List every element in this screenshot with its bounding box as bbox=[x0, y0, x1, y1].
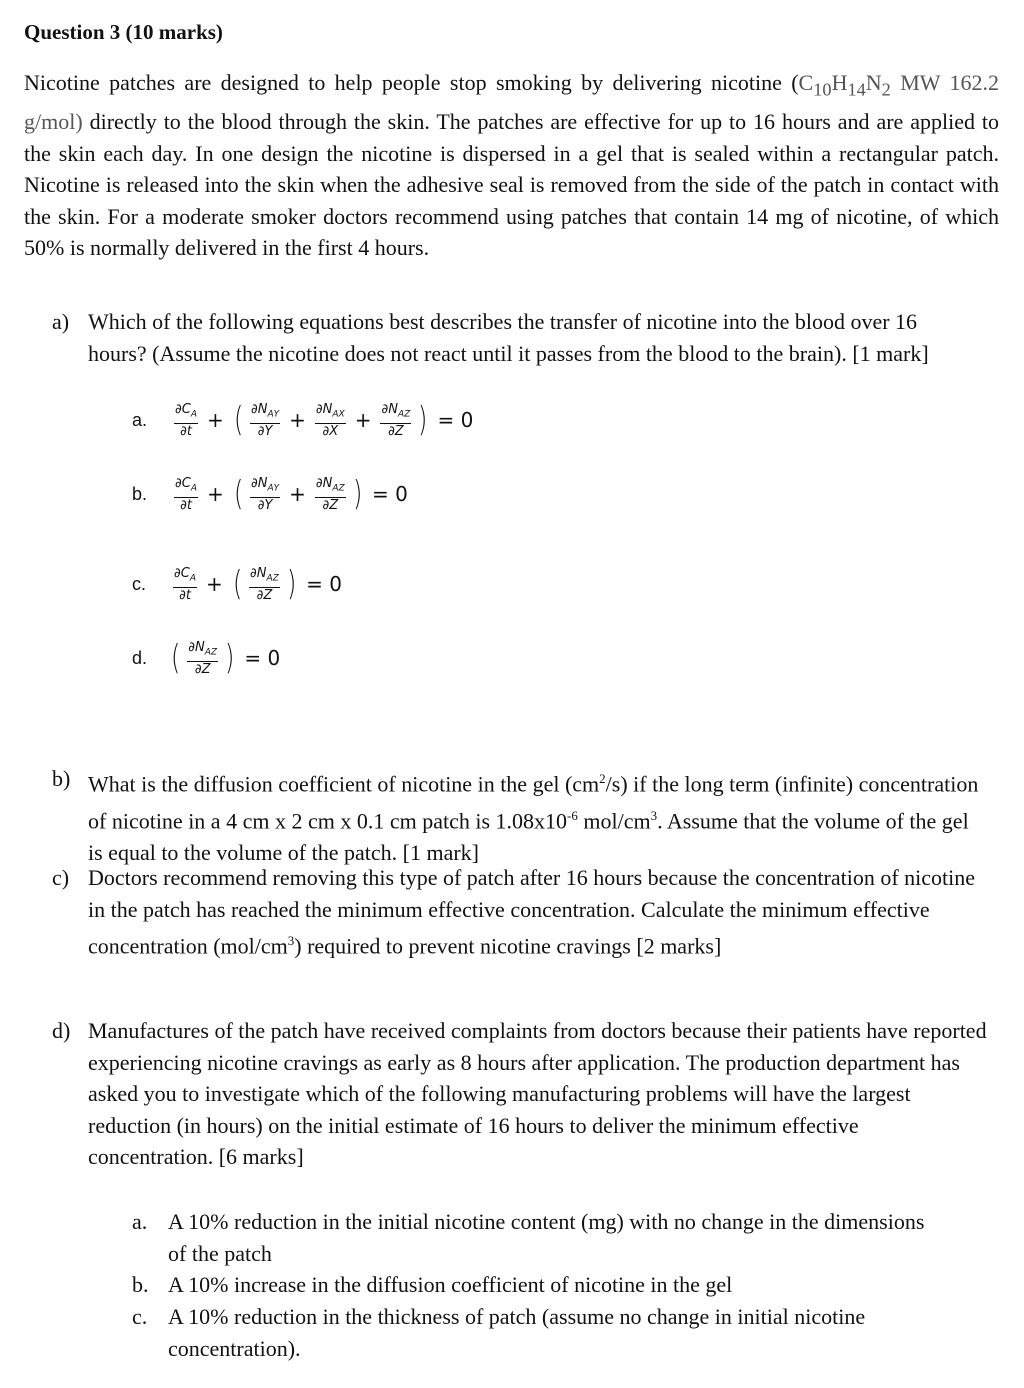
part-d-option-b-text: A 10% increase in the diffusion coefficient of nicotine in the gel bbox=[168, 1272, 733, 1297]
equation-option-d: d. ( $\frac{\partial N_{AZ}}{\partial Z}$ ) = 0 bbox=[132, 638, 281, 679]
part-a bbox=[52, 306, 982, 406]
intro-text-1: Nicotine patches are designed to help people stop smoking by delivering nicotine ( bbox=[24, 70, 799, 95]
list-item bbox=[132, 1206, 952, 1269]
option-a-label: a. bbox=[132, 409, 148, 430]
part-b bbox=[52, 763, 992, 863]
equation-option-c: c. $\frac{\partial C_A}{\partial t}$ + ( $\frac{\partial N_{AZ}}{\partial Z}$ ) = 0 bbox=[132, 564, 342, 605]
part-d-label: d) bbox=[52, 1018, 71, 1043]
part-c-text: Doctors recommend removing this type of patch after 16 hours because the concentration of nicotine in the patch has reached the minimum effective concentration. Calculate the minimum effective concentration $(mol/cm^3)$ required to prevent nicotine cravings [2 marks] bbox=[88, 865, 976, 959]
part-b-label: b) bbox=[52, 766, 71, 791]
part-d-options bbox=[132, 1206, 952, 1364]
option-d-label: d. bbox=[132, 647, 148, 668]
part-d-option-c-text: A 10% reduction in the thickness of patch (assume no change in initial nicotine concentration). bbox=[168, 1304, 866, 1361]
nicotine-formula: $C_{10}H_{14}N_2$ MW 162.2 g/mol) bbox=[24, 70, 999, 134]
intro-text-2: directly to the blood through the skin. The patches are effective for up to 16 hours and are applied to the skin each day. In one design the nicotine is dispersed in a gel that is sealed within a rectangular patch. Nicotine is released into the skin when the adhesive seal is removed from the side of the patch in contact with the skin. For a moderate smoker doctors recommend using patches that contain 14 mg of nicotine, of which 50% is normally delivered in the first 4 hours. bbox=[24, 108, 999, 261]
part-d-option-a-text: A 10% reduction in the initial nicotine content (mg) with no change in the dimensions of the patch bbox=[168, 1209, 925, 1266]
list-item bbox=[132, 1301, 952, 1364]
equation-option-a: a. $\frac{\partial C_A}{\partial t}$ + ( $\frac{\partial N_{AY}}{\partial Y}$ + $\frac{\partial N_{AX}}{\partial X}$ + $\frac{\partial N_{AZ}}{\partial Z}$ ) = 0 bbox=[132, 400, 474, 441]
list-item bbox=[132, 1269, 952, 1301]
question-title: Question 3 (10 marks) bbox=[24, 20, 223, 44]
molecular-weight: MW 162.2 g/mol) bbox=[24, 70, 999, 134]
option-c-label: c. bbox=[132, 573, 147, 594]
part-a-text: Which of the following equations best describes the transfer of nicotine into the blood over 16 hours? (Assume the nicotine does not react until it passes from the blood to the brain). [1 mark] bbox=[88, 309, 929, 366]
part-d-option-a-label: a. bbox=[132, 1209, 148, 1234]
part-d-option-c-label: c. bbox=[132, 1304, 148, 1329]
option-b-label: b. bbox=[132, 483, 148, 504]
part-d-text: Manufactures of the patch have received complaints from doctors because their patients have reported experiencing nicotine cravings as early as 8 hours after application. The production department has asked you to investigate which of the following manufacturing problems will have the largest reduction (in hours) on the initial estimate of 16 hours to deliver the minimum effective concentration. [6 marks] bbox=[88, 1018, 987, 1170]
part-d-option-b-label: b. bbox=[132, 1272, 149, 1297]
intro-paragraph bbox=[24, 67, 999, 264]
equation-option-b: b. $\frac{\partial C_A}{\partial t}$ + ( $\frac{\partial N_{AY}}{\partial Y}$ + $\frac{\partial N_{AZ}}{\partial Z}$ ) = 0 bbox=[132, 474, 408, 515]
part-d bbox=[52, 1015, 997, 1185]
part-c-label: c) bbox=[52, 865, 70, 890]
part-b-text: What is the diffusion coefficient of nicotine in the gel $(cm^2/s)$ if the long term (infinite) concentration of nicotine in a 4 cm x 2 cm x 0.1 cm patch is $1.08x10^{-6}$ mol/$cm^3$. Assume that the volume of the gel is equal to the volume of the patch. [1 mark] bbox=[88, 771, 979, 865]
part-c bbox=[52, 862, 992, 962]
part-a-label: a) bbox=[52, 309, 70, 334]
